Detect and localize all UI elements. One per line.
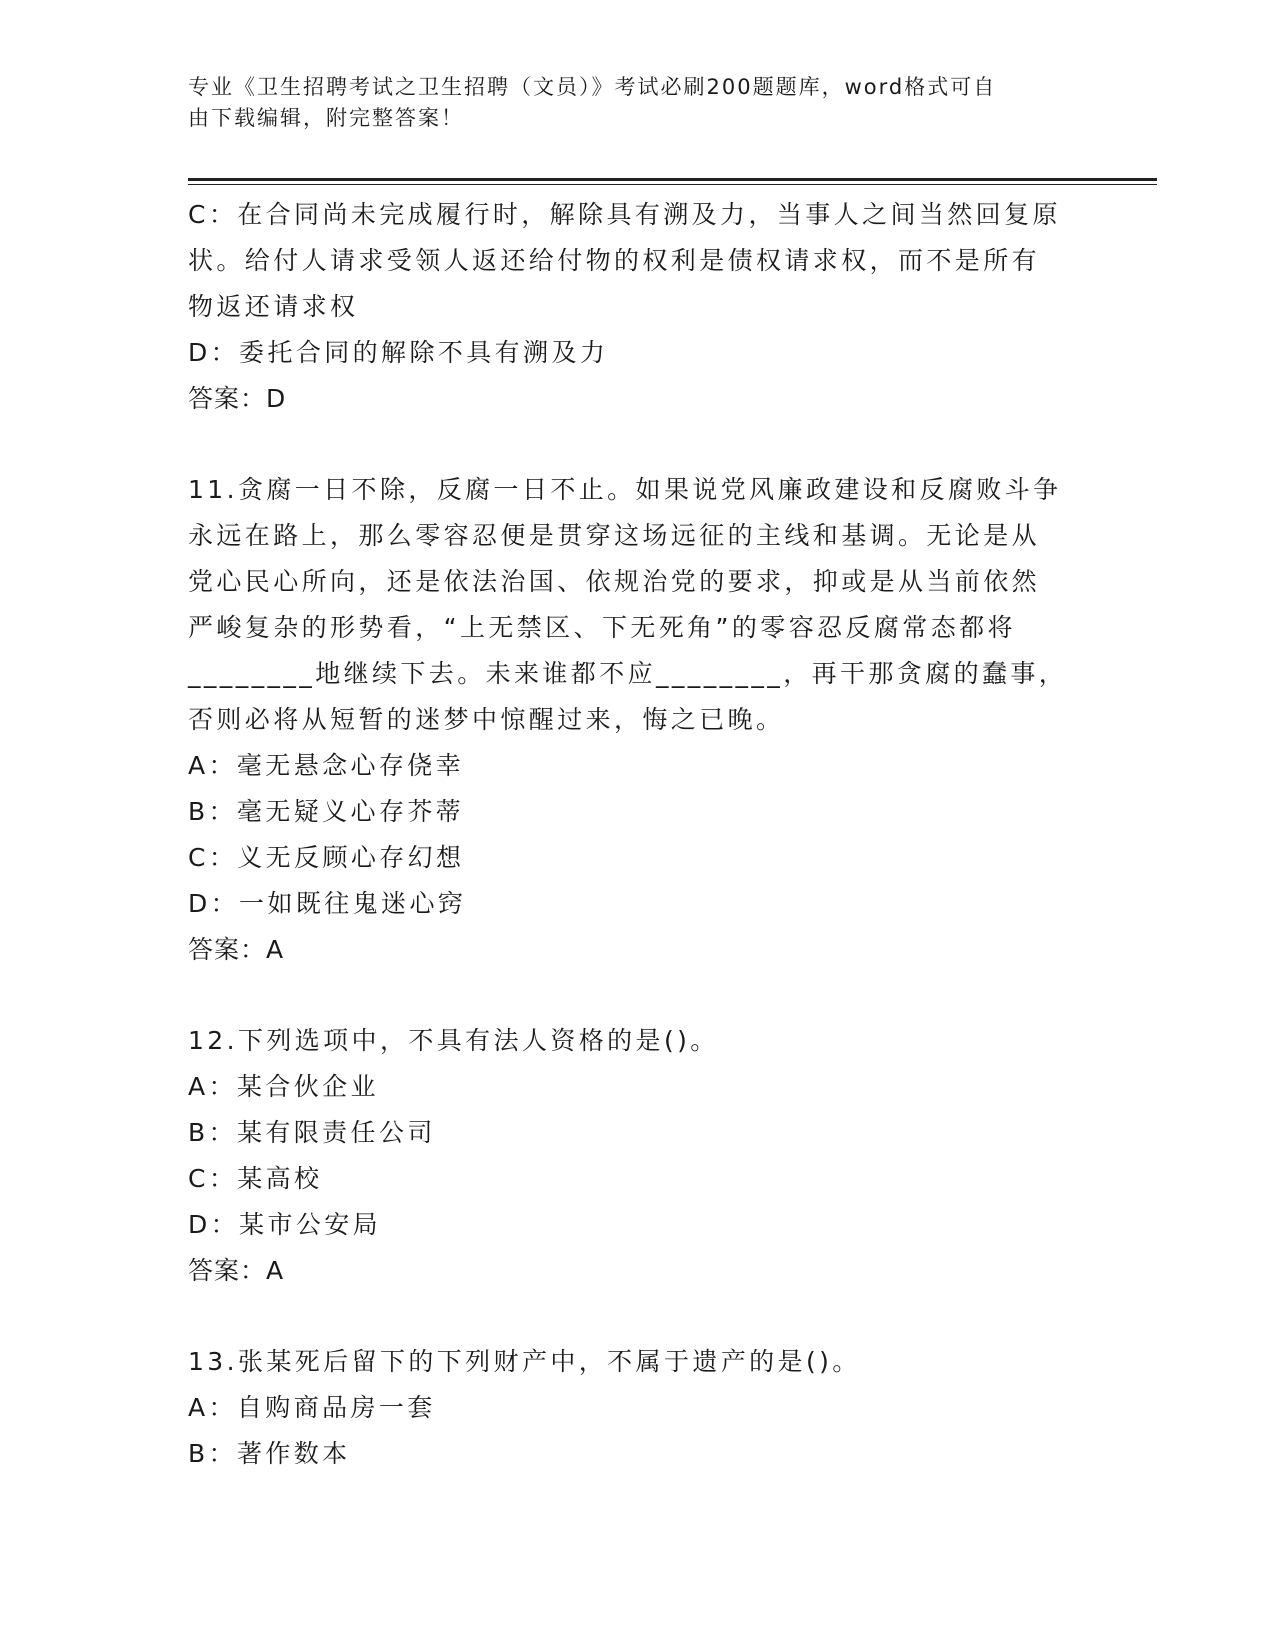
option-a: A：自购商品房一套 — [188, 1393, 436, 1422]
option-a: A：某合伙企业 — [188, 1072, 379, 1101]
option-c-line-2: 状。给付人请求受领人返还给付物的权利是债权请求权，而不是所有 — [188, 246, 1041, 275]
document-header — [188, 72, 1068, 134]
spacer — [188, 973, 1088, 1018]
question-10-continuation — [188, 192, 1088, 422]
spacer — [188, 1294, 1088, 1339]
option-b: B：毫无疑义心存芥蒂 — [188, 797, 465, 826]
header-divider-thin — [188, 184, 1157, 185]
question-stem-line: 党心民心所向，还是依法治国、依规治党的要求，抑或是从当前依然 — [188, 567, 1041, 596]
option-c-line-1: C：在合同尚未完成履行时，解除具有溯及力，当事人之间当然回复原 — [188, 200, 1061, 229]
question-stem-line: 永远在路上，那么零容忍便是贯穿这场远征的主线和基调。无论是从 — [188, 521, 1041, 550]
question-stem: 12.下列选项中，不具有法人资格的是()。 — [188, 1026, 719, 1055]
answer-line: 答案：D — [188, 384, 287, 413]
answer-line: 答案：A — [188, 1256, 285, 1285]
option-d: D：某市公安局 — [188, 1210, 382, 1239]
option-b: B：某有限责任公司 — [188, 1118, 436, 1147]
option-c: C：义无反顾心存幻想 — [188, 843, 465, 872]
answer-line: 答案：A — [188, 935, 285, 964]
question-stem-line: ________地继续下去。未来谁都不应________，再干那贪腐的蠢事， — [188, 659, 1068, 688]
header-title-line-2: 由下载编辑，附完整答案！ — [188, 106, 464, 130]
question-12 — [188, 1018, 1088, 1294]
option-c-line-3: 物返还请求权 — [188, 292, 359, 321]
header-divider-thick — [188, 178, 1157, 181]
question-stem-line: 11.贪腐一日不除，反腐一日不止。如果说党风廉政建设和反腐败斗争 — [188, 475, 1062, 504]
header-title-line-1: 专业《卫生招聘考试之卫生招聘（文员）》考试必刷200题题库，word格式可自 — [188, 75, 997, 99]
option-a: A：毫无悬念心存侥幸 — [188, 751, 465, 780]
question-13 — [188, 1339, 1088, 1477]
option-d: D：委托合同的解除不具有溯及力 — [188, 338, 609, 367]
question-content — [188, 192, 1088, 1477]
question-stem: 13.张某死后留下的下列财产中，不属于遗产的是()。 — [188, 1347, 861, 1376]
question-11 — [188, 467, 1088, 973]
option-c: C：某高校 — [188, 1164, 323, 1193]
option-b: B：著作数本 — [188, 1439, 351, 1468]
spacer — [188, 422, 1088, 467]
question-stem-line: 否则必将从短暂的迷梦中惊醒过来，悔之已晚。 — [188, 705, 785, 734]
question-stem-line: 严峻复杂的形势看，“上无禁区、下无死角”的零容忍反腐常态都将 — [188, 613, 1016, 642]
option-d: D：一如既往鬼迷心窍 — [188, 889, 467, 918]
